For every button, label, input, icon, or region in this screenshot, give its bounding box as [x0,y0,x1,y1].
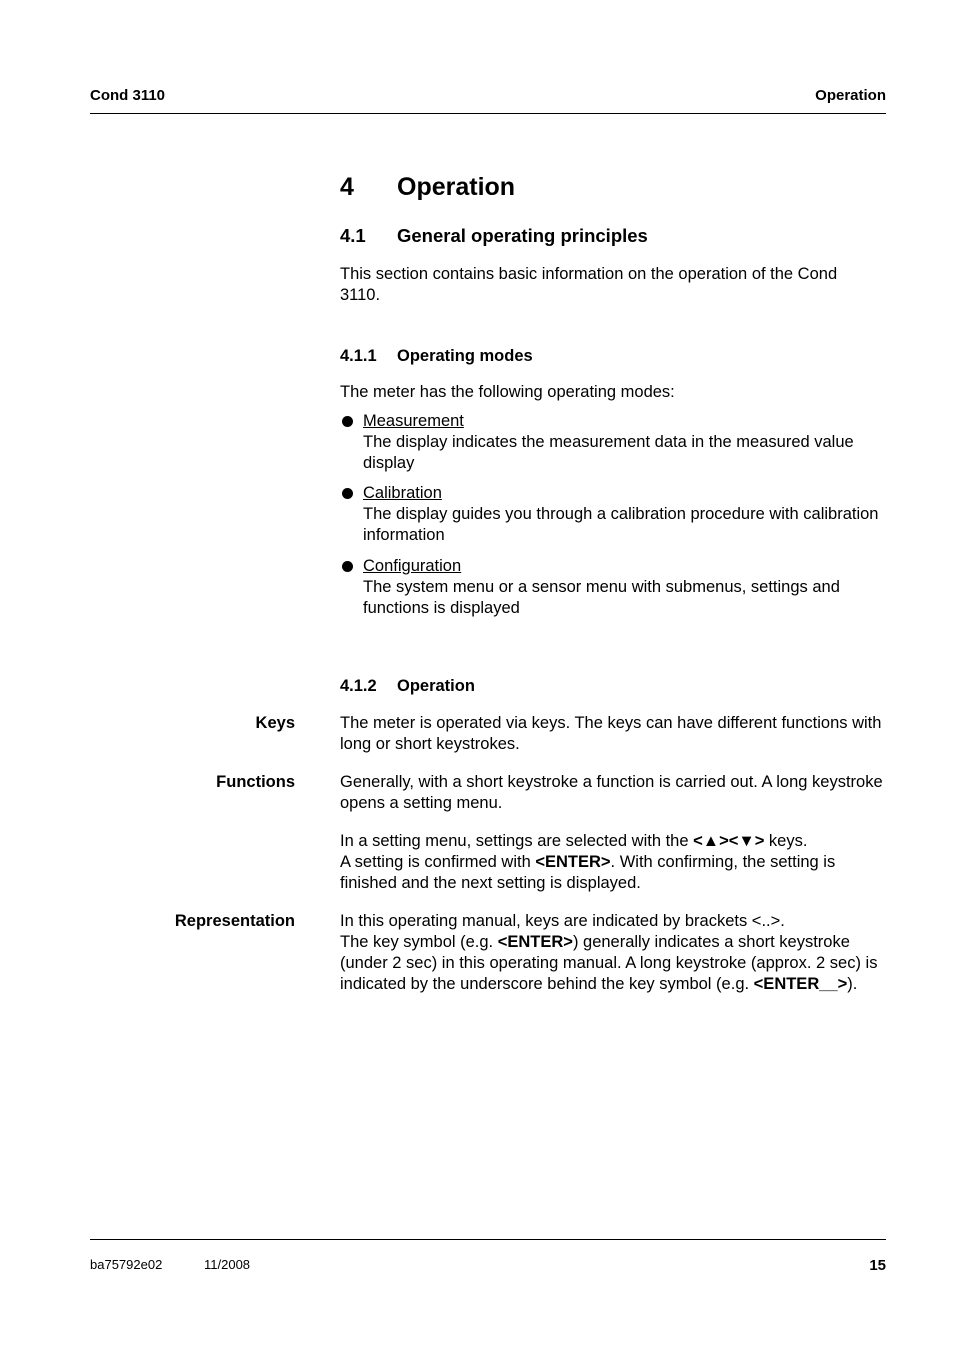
intro-paragraph: This section contains basic information on the operation of the Cond 3110. [340,265,838,304]
page-number: 15 [869,1257,886,1274]
bullet-dot [342,488,353,499]
chapter-number: 4 [340,173,354,201]
section-title: General operating principles [397,225,648,246]
functions-paragraph-1: Generally, with a short keystroke a function is carried out. A long keystroke opens a setting menu. [340,773,883,812]
enter-key: <ENTER> [535,853,611,871]
mode-text: The system menu or a sensor menu with submenus, settings and functions is displayed [363,578,840,617]
modes-intro: The meter has the following operating modes: [340,383,675,401]
chapter-title: Operation [397,173,516,201]
keys-paragraph: The meter is operated via keys. The keys can have different functions with long or short keystrokes. [340,714,882,753]
mode-item-configuration [363,556,886,619]
bullet-dot [342,416,353,427]
arrow-keys: <▲><▼> [693,832,765,850]
footer-doc-id: ba75792e02 [90,1257,163,1272]
bullet-dot [342,561,353,572]
functions-paragraph-2: In a setting menu, settings are selected with the <▲><▼> keys. A setting is confirmed with <ENTER>. With confirming, the setting is finished and the next setting is displayed. [340,832,836,892]
footer-rule [90,1239,886,1240]
header-rule [90,113,886,114]
sub1-number: 4.1.1 [340,347,377,365]
representation-label: Representation [174,912,295,930]
mode-item-measurement [363,411,886,474]
footer-date: 11/2008 [204,1257,251,1272]
mode-text: The display guides you through a calibration procedure with calibration information [363,505,879,544]
header-left: Cond 3110 [90,87,166,104]
section-number: 4.1 [340,225,366,246]
sub2-title: Operation [397,677,475,695]
sub1-title: Operating modes [397,347,533,365]
representation-paragraph: In this operating manual, keys are indicated by brackets <..>. The key symbol (e.g. <ENTER>) generally indicates a short keystroke (under 2 sec) in this operating manual. A long keystroke (approx. 2 sec) is indicated by the underscore behind the key symbol (e.g. <ENTER__>). [340,912,878,993]
mode-text: The display indicates the measurement data in the measured value display [363,433,854,472]
header-right: Operation [815,87,886,104]
keys-label: Keys [255,714,295,732]
mode-title: Measurement [363,412,464,430]
enter-key: <ENTER> [497,933,573,951]
mode-title: Configuration [363,557,462,575]
mode-title: Calibration [363,484,442,502]
sub2-number: 4.1.2 [340,677,377,695]
mode-item-calibration [363,483,886,546]
enter-long-key: <ENTER__> [753,975,848,993]
functions-label: Functions [216,773,295,791]
